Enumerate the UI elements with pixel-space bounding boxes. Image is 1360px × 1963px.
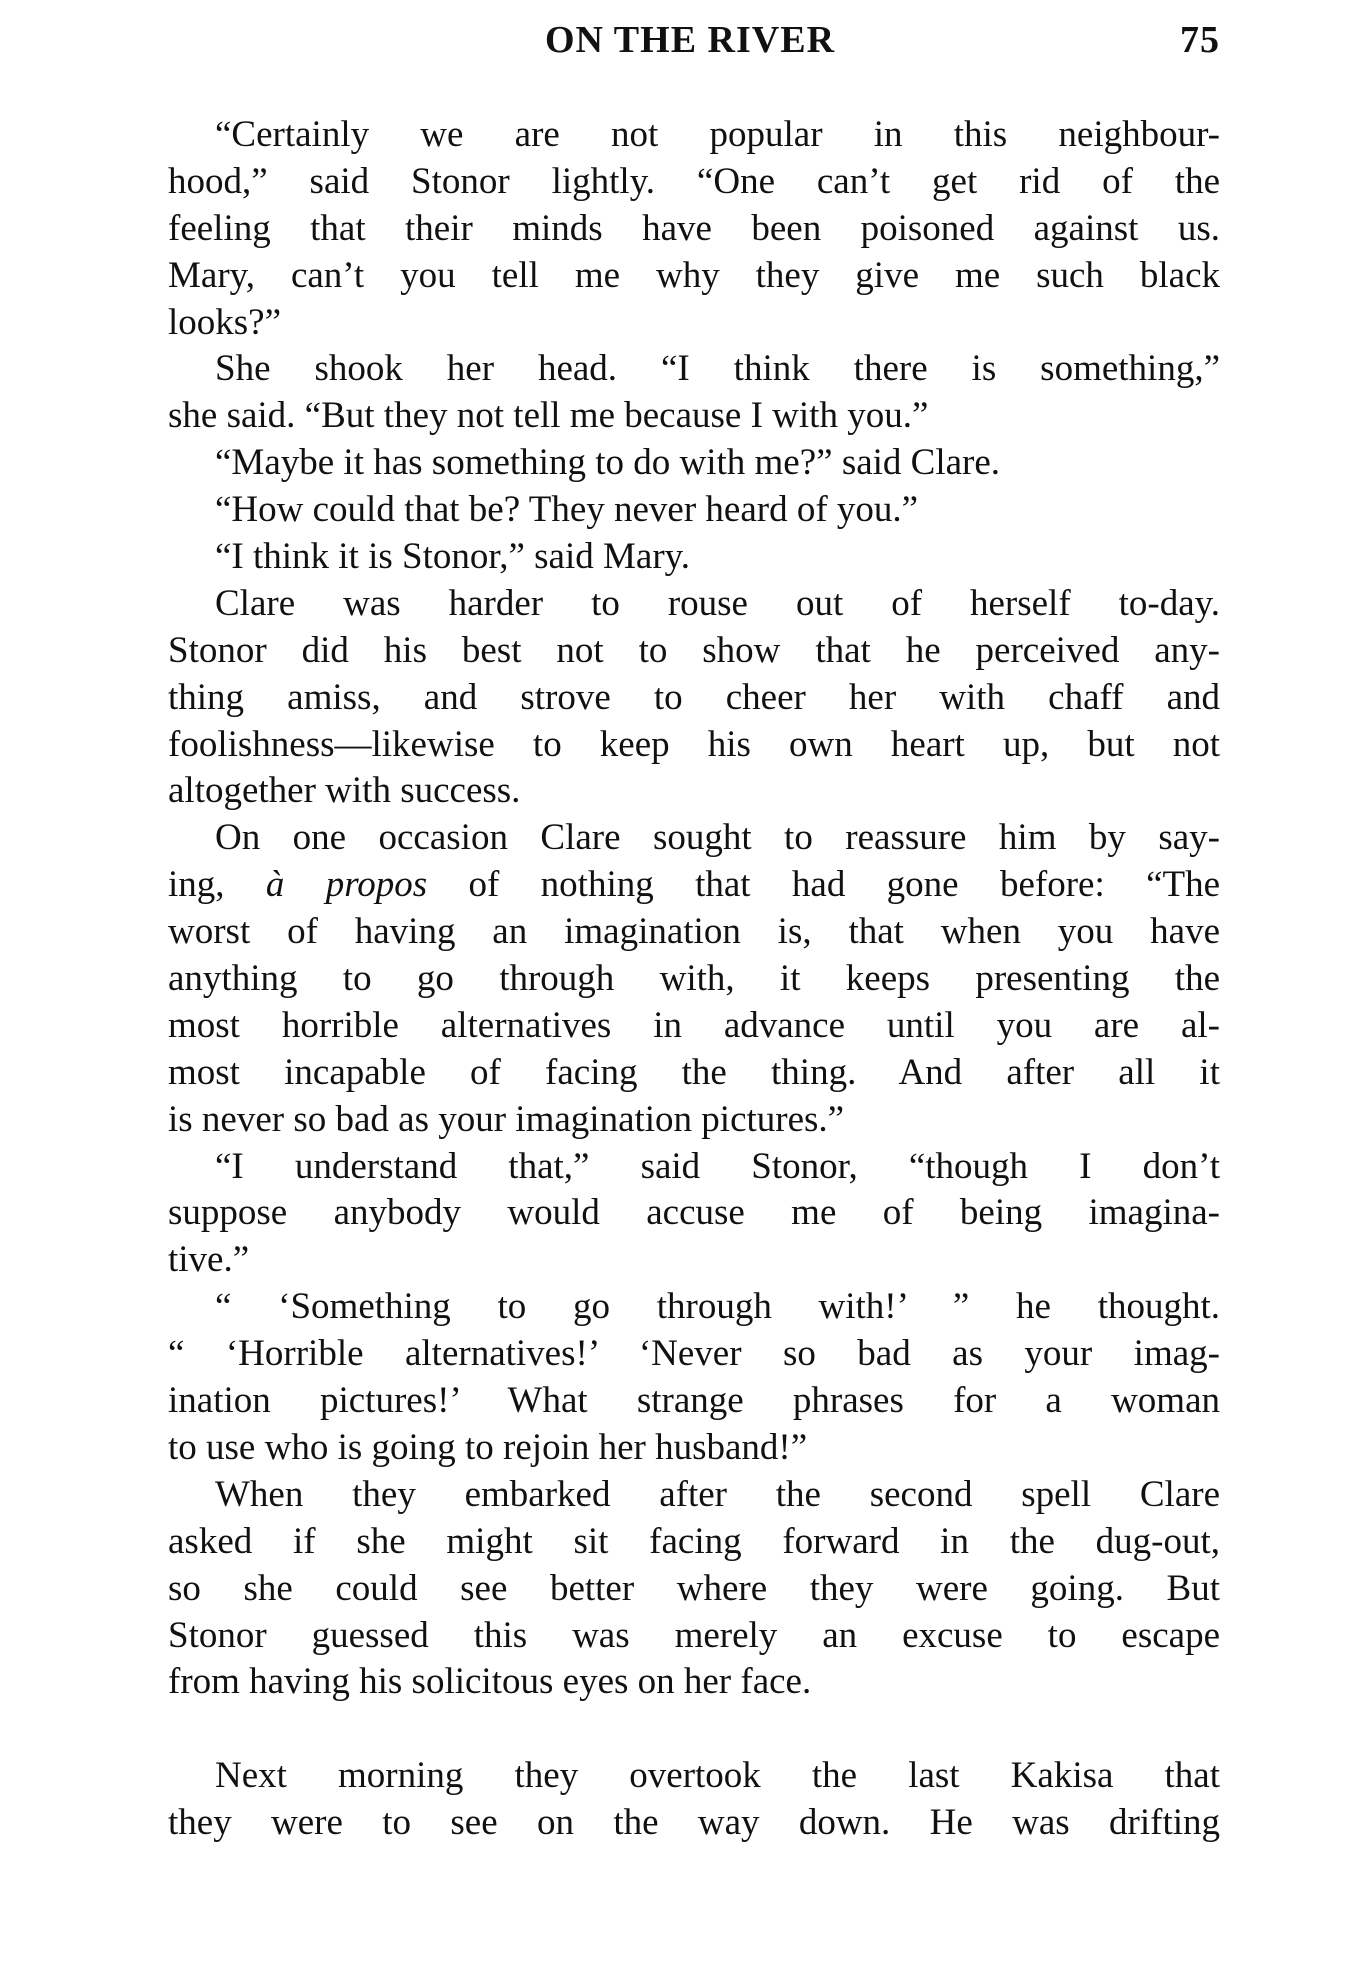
text-line: most incapable of facing the thing. And after all it <box>168 1051 1220 1093</box>
text-line: “I understand that,” said Stonor, “though I don’t <box>215 1145 1220 1187</box>
paragraph <box>168 815 1220 1143</box>
text-line: Stonor did his best not to show that he perceived any- <box>168 629 1220 671</box>
text-line: so she could see better where they were going. But <box>168 1567 1220 1609</box>
paragraph <box>168 112 1220 346</box>
running-head: ON THE RIVER <box>544 19 836 61</box>
text-line: “ ‘Something to go through with!’ ” he thought. <box>215 1286 1220 1328</box>
text-line: foolishness—likewise to keep his own heart up, but not <box>168 723 1220 765</box>
paragraph <box>168 1472 1220 1706</box>
text-line: Clare was harder to rouse out of herself to-day. <box>215 582 1220 624</box>
text-line <box>168 862 1220 909</box>
section-break <box>168 1706 1220 1753</box>
text-line: they were to see on the way down. He was drifting <box>168 1802 1220 1844</box>
text-line: tive.” <box>168 1239 250 1281</box>
paragraph <box>168 534 1220 581</box>
text-line: Stonor guessed this was merely an excuse to escape <box>168 1614 1220 1656</box>
paragraph <box>168 487 1220 534</box>
text-line: She shook her head. “I think there is something,” <box>215 348 1220 390</box>
text-line: most horrible alternatives in advance until you are al- <box>168 1004 1220 1046</box>
paragraph <box>168 1144 1220 1285</box>
paragraph <box>168 440 1220 487</box>
text-line: hood,” said Stonor lightly. “One can’t get rid of the <box>168 160 1220 202</box>
paragraph <box>168 1753 1220 1847</box>
text-line: anything to go through with, it keeps presenting the <box>168 958 1220 1000</box>
text-line: On one occasion Clare sought to reassure him by say- <box>215 817 1220 859</box>
paragraph <box>168 346 1220 440</box>
text-segment: ing, <box>168 864 266 906</box>
italic-phrase: à propos <box>265 864 428 906</box>
text-line: When they embarked after the second spell Clare <box>215 1473 1220 1515</box>
text-line: from having his solicitous eyes on her face. <box>168 1661 812 1703</box>
text-line: “Maybe it has something to do with me?” said Clare. <box>215 442 1001 484</box>
text-line: feeling that their minds have been poisoned against us. <box>168 207 1220 249</box>
text-line: she said. “But they not tell me because I with you.” <box>168 395 929 437</box>
text-line: is never so bad as your imagination pictures.” <box>168 1098 845 1140</box>
text-line: Next morning they overtook the last Kakisa that <box>215 1755 1220 1797</box>
text-line: Mary, can’t you tell me why they give me such black <box>168 254 1220 296</box>
text-line: altogether with success. <box>168 770 521 812</box>
paragraph <box>168 581 1220 815</box>
text-segment: of nothing that had gone before: “The <box>427 864 1221 906</box>
text-line: “How could that be? They never heard of you.” <box>215 489 919 531</box>
text-line: to use who is going to rejoin her husband!” <box>168 1426 808 1468</box>
paragraph <box>168 1284 1220 1472</box>
text-line: asked if she might sit facing forward in the dug-out, <box>168 1520 1220 1562</box>
text-line: thing amiss, and strove to cheer her with chaff and <box>168 676 1220 718</box>
text-line: “I think it is Stonor,” said Mary. <box>215 536 691 578</box>
text-line: looks?” <box>168 301 282 343</box>
text-line: ination pictures!’ What strange phrases for a woman <box>168 1380 1220 1422</box>
text-line: “ ‘Horrible alternatives!’ ‘Never so bad as your imag- <box>168 1333 1220 1375</box>
text-line: worst of having an imagination is, that when you have <box>168 911 1220 953</box>
text-line: suppose anybody would accuse me of being imagina- <box>168 1192 1220 1234</box>
page-number: 75 <box>1180 19 1220 61</box>
text-line: “Certainly we are not popular in this neighbour- <box>215 114 1220 155</box>
body-text <box>168 112 1220 1847</box>
